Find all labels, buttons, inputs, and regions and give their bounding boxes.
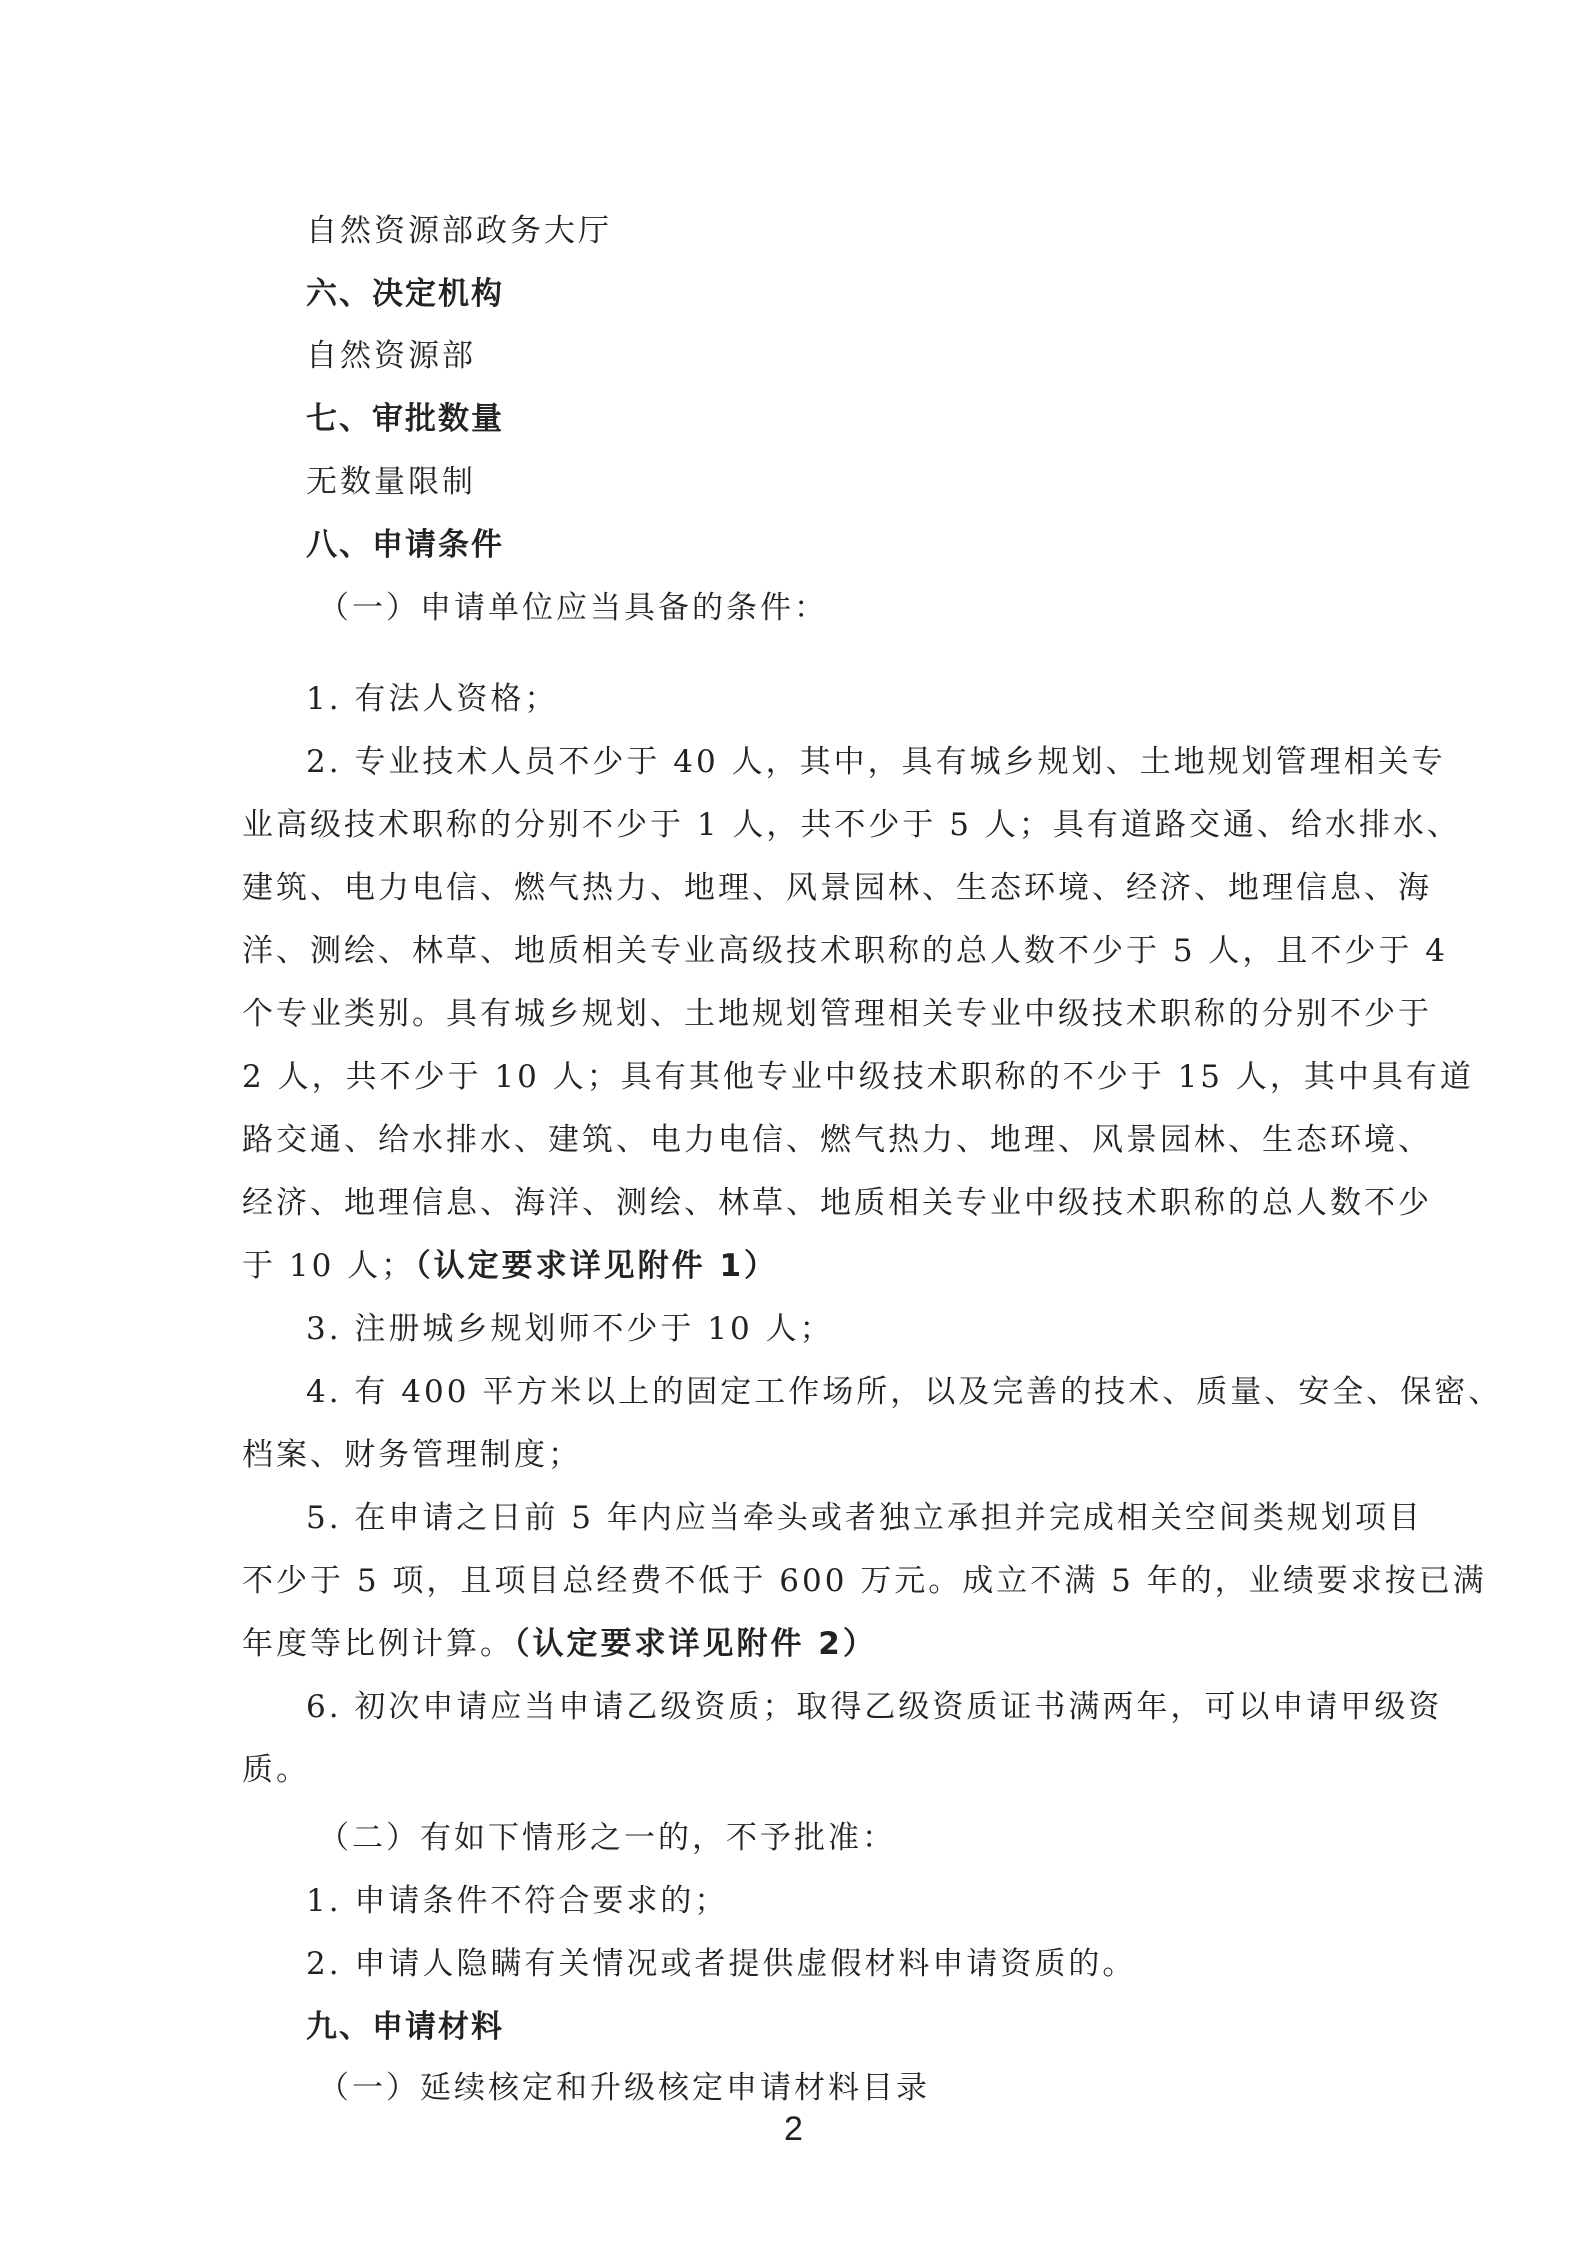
text-line: 年度等比例计算。（认定要求详见附件 2） — [242, 1626, 877, 1662]
page-number: 2 — [784, 2110, 803, 2148]
subsection-heading: （二）有如下情形之一的，不予批准： — [318, 1820, 896, 1856]
list-item: 6. 初次申请应当申请乙级资质；取得乙级资质证书满两年，可以申请甲级资 — [306, 1689, 1443, 1725]
list-item: 2. 专业技术人员不少于 40 人，其中，具有城乡规划、土地规划管理相关专 — [306, 744, 1446, 780]
text-line: 洋、测绘、林草、地质相关专业高级技术职称的总人数不少于 5 人，且不少于 4 — [242, 933, 1449, 969]
text-line: 自然资源部政务大厅 — [306, 213, 612, 249]
text-line: 自然资源部 — [306, 338, 476, 374]
text-line: 个专业类别。具有城乡规划、土地规划管理相关专业中级技术职称的分别不少于 — [242, 996, 1432, 1032]
text-line: 不少于 5 项，且项目总经费不低于 600 万元。成立不满 5 年的，业绩要求按已满 — [242, 1563, 1487, 1599]
text-line: 质。 — [242, 1752, 310, 1788]
section-heading: 九、申请材料 — [306, 2009, 504, 2045]
text-line: 经济、地理信息、海洋、测绘、林草、地质相关专业中级技术职称的总人数不少 — [242, 1185, 1432, 1221]
text-line: 于 10 人；（认定要求详见附件 1） — [242, 1248, 779, 1284]
attachment-reference: （认定要求详见附件 2） — [514, 1626, 877, 1662]
list-item: 4. 有 400 平方米以上的固定工作场所，以及完善的技术、质量、安全、保密、 — [306, 1374, 1503, 1410]
subsection-heading: （一）延续核定和升级核定申请材料目录 — [318, 2070, 930, 2106]
text-line: 无数量限制 — [306, 464, 476, 500]
attachment-reference: （认定要求详见附件 1） — [415, 1248, 779, 1284]
list-item: 5. 在申请之日前 5 年内应当牵头或者独立承担并完成相关空间类规划项目 — [306, 1500, 1423, 1536]
section-heading: 八、申请条件 — [306, 527, 504, 563]
list-item: 2. 申请人隐瞒有关情况或者提供虚假材料申请资质的。 — [306, 1946, 1137, 1982]
list-item: 1. 有法人资格； — [306, 681, 559, 717]
text-line: 建筑、电力电信、燃气热力、地理、风景园林、生态环境、经济、地理信息、海 — [242, 870, 1432, 906]
section-heading: 六、决定机构 — [306, 276, 504, 312]
text-line: 2 人，共不少于 10 人；具有其他专业中级技术职称的不少于 15 人，其中具有道 — [242, 1059, 1474, 1095]
text-line: 档案、财务管理制度； — [242, 1437, 582, 1473]
list-item: 3. 注册城乡规划师不少于 10 人； — [306, 1311, 834, 1347]
text-line: 业高级技术职称的分别不少于 1 人，共不少于 5 人；具有道路交通、给水排水、 — [242, 807, 1461, 843]
list-item: 1. 申请条件不符合要求的； — [306, 1883, 729, 1919]
subsection-heading: （一）申请单位应当具备的条件： — [318, 590, 828, 626]
text-line: 路交通、给水排水、建筑、电力电信、燃气热力、地理、风景园林、生态环境、 — [242, 1122, 1432, 1158]
section-heading: 七、审批数量 — [306, 401, 504, 437]
